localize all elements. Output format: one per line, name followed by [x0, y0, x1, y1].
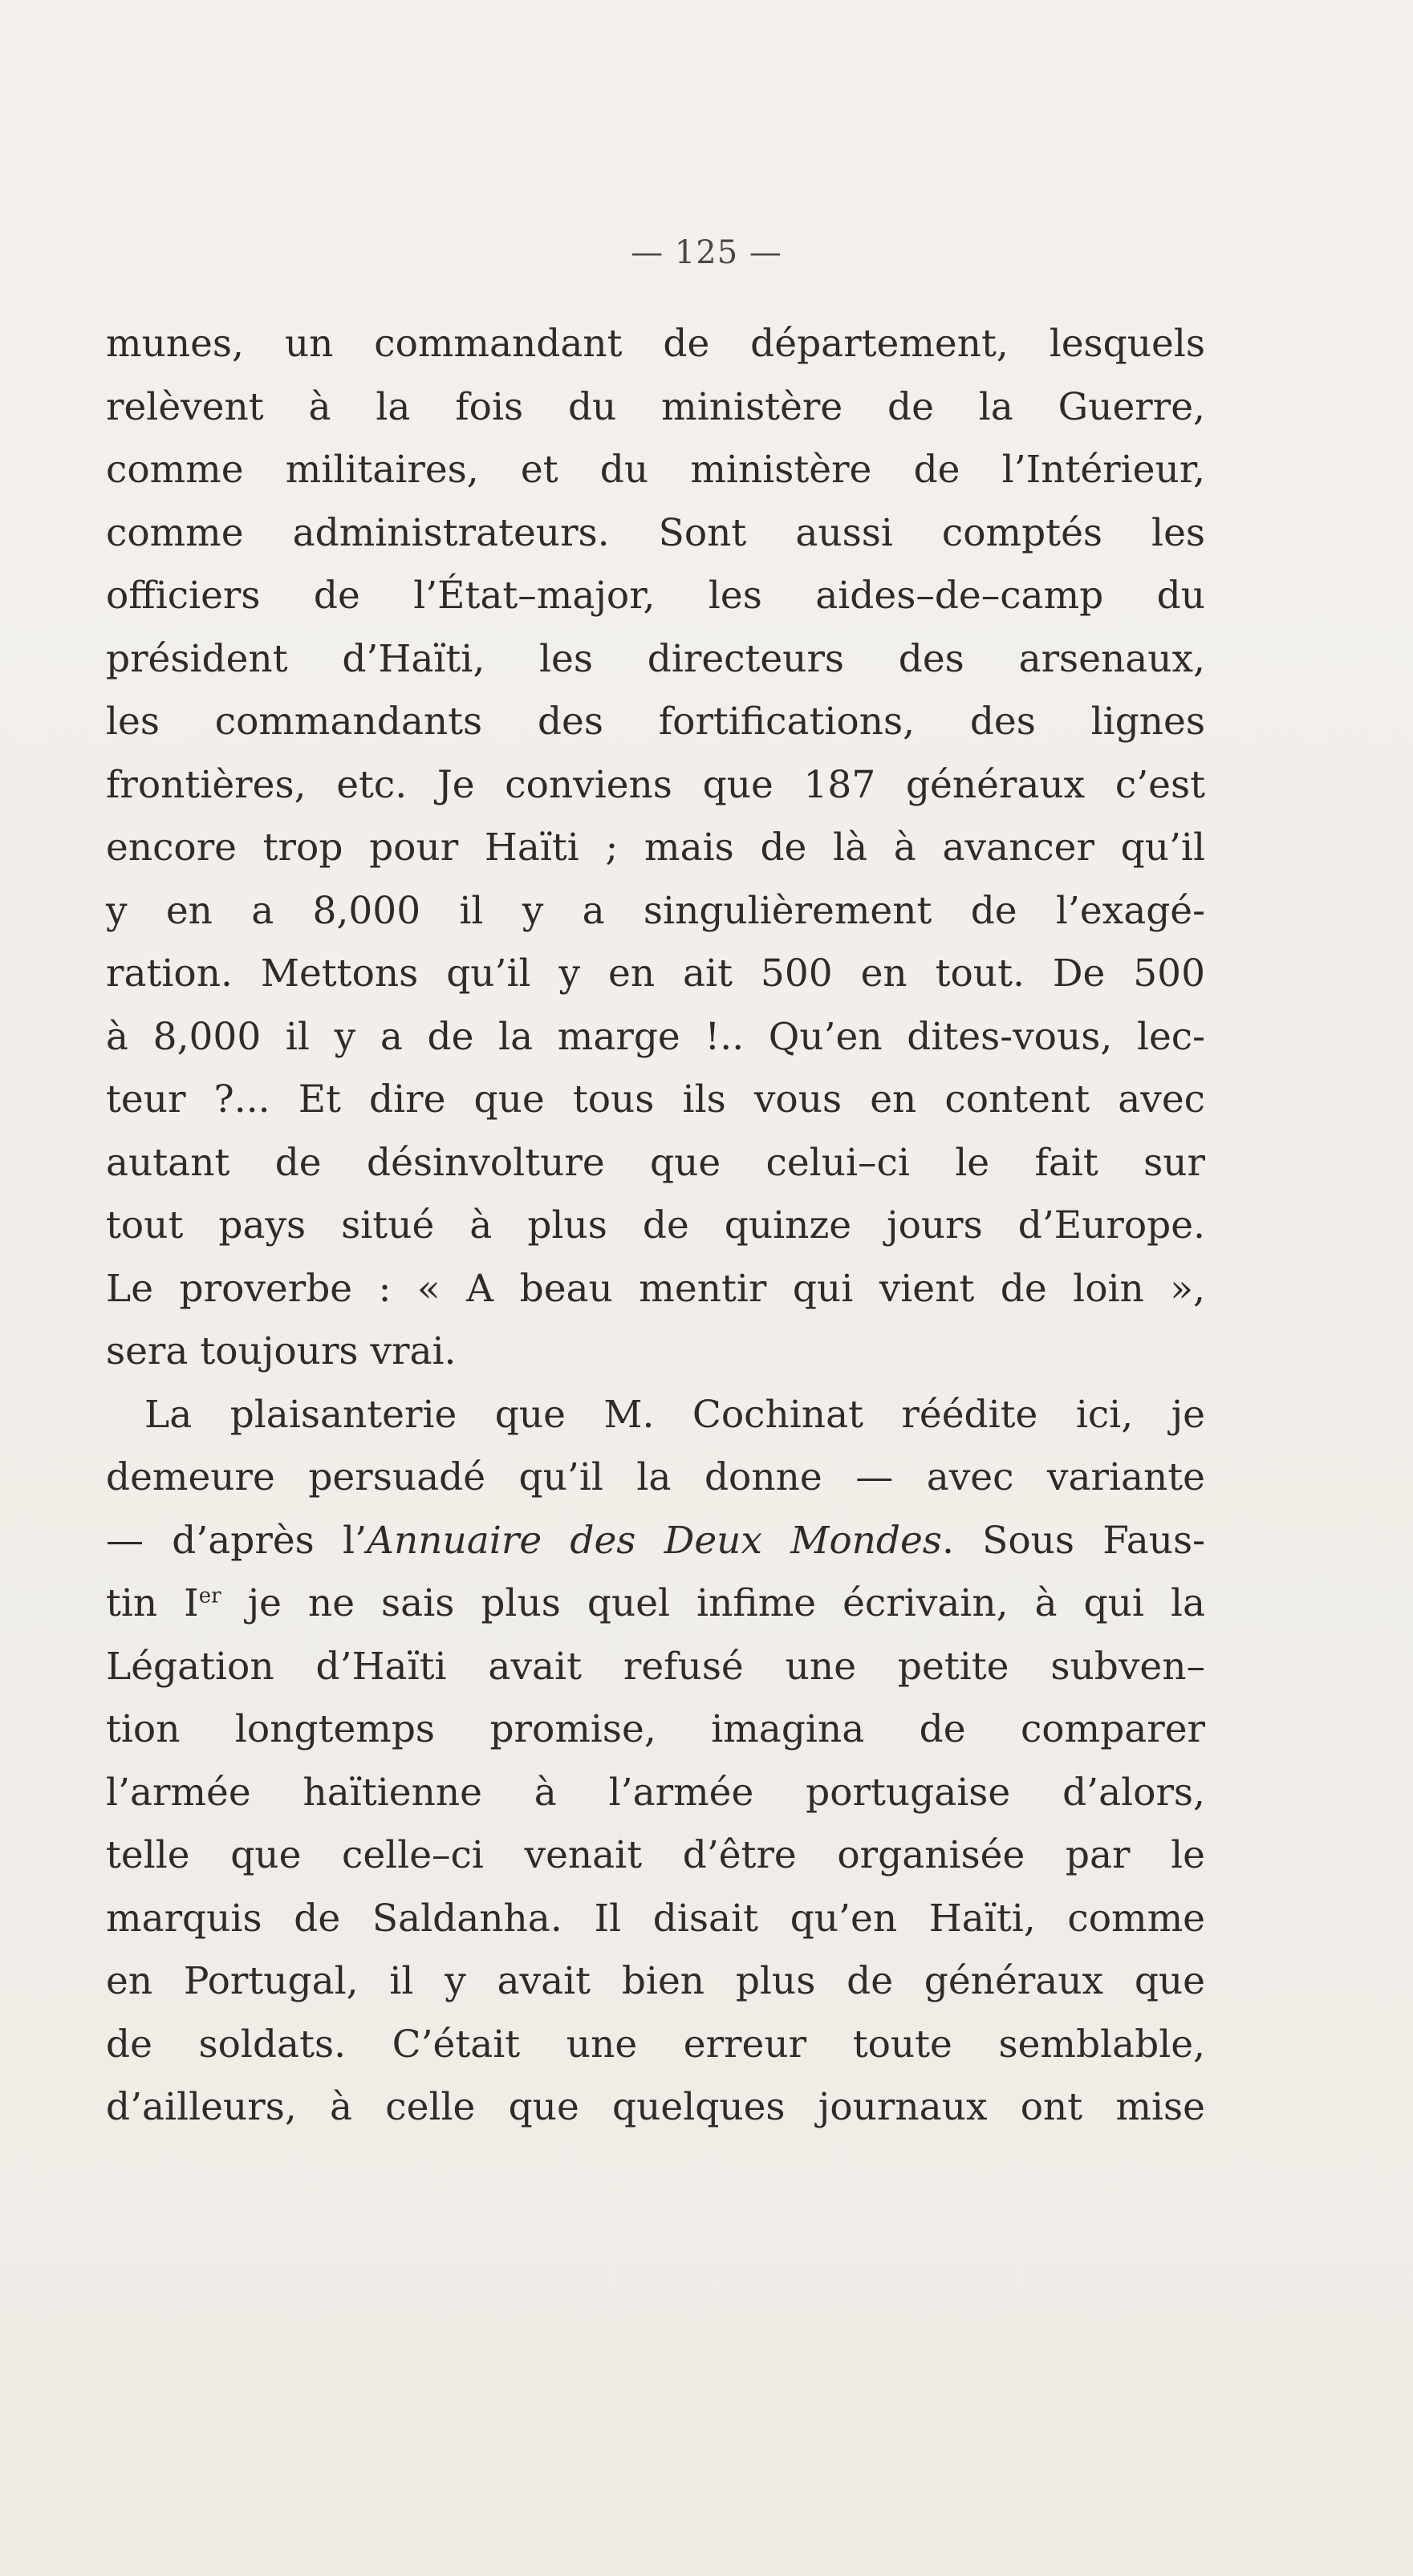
text-line: Légation d’Haïti avait refusé une petite subven– [106, 1644, 1205, 1689]
text-fragment: je ne sais plus quel infime écrivain, à qui la [221, 1581, 1205, 1625]
text-line: comme administrateurs. Sont aussi comptés les [106, 510, 1205, 555]
paragraph-start-line: La plaisanterie que M. Cochinat réédite ici, je [144, 1392, 1205, 1437]
text-fragment: tin I [106, 1581, 199, 1625]
text-line: y en a 8,000 il y a singulièrement de l’exagé- [106, 888, 1205, 933]
text-line: telle que celle–ci venait d’être organisée par le [106, 1833, 1205, 1877]
text-line: à 8,000 il y a de la marge !.. Qu’en dites-vous, lec- [106, 1014, 1205, 1059]
text-line: en Portugal, il y avait bien plus de généraux que [106, 1959, 1205, 2003]
text-line: l’armée haïtienne à l’armée portugaise d’alors, [106, 1770, 1205, 1815]
text-line: demeure persuadé qu’il la donne — avec variante [106, 1455, 1205, 1499]
text-line: officiers de l’État–major, les aides–de–camp du [106, 574, 1205, 618]
text-fragment: . Sous Faus- [941, 1518, 1206, 1563]
ordinal-superscript: er [198, 1584, 221, 1608]
text-line: teur ?... Et dire que tous ils vous en content avec [106, 1077, 1205, 1122]
text-line: ration. Mettons qu’il y en ait 500 en tout. De 500 [106, 951, 1205, 996]
page-number: — 125 — [631, 234, 782, 271]
text-line: autant de désinvolture que celui–ci le fait sur [106, 1140, 1205, 1185]
text-line: frontières, etc. Je conviens que 187 généraux c’est [106, 762, 1205, 807]
book-title: Annuaire des Deux Mondes [367, 1518, 942, 1563]
text-line: les commandants des fortifications, des lignes [106, 700, 1205, 744]
text-fragment: — d’après l’ [106, 1518, 367, 1563]
text-line-with-title [106, 1510, 1205, 1573]
text-line: tion longtemps promise, imagina de comparer [106, 1707, 1205, 1751]
text-line: d’ailleurs, à celle que quelques journaux ont mise [106, 2085, 1205, 2129]
text-line: munes, un commandant de département, lesquels [106, 322, 1205, 366]
text-line: tout pays situé à plus de quinze jours d’Europe. [106, 1203, 1205, 1247]
text-line: sera toujours vrai. [106, 1329, 457, 1373]
text-line: de soldats. C’était une erreur toute semblable, [106, 2022, 1205, 2067]
text-line: Le proverbe : « A beau mentir qui vient de loin », [106, 1266, 1205, 1311]
text-line: président d’Haïti, les directeurs des arsenaux, [106, 636, 1205, 681]
text-line: comme militaires, et du ministère de l’Intérieur, [106, 448, 1205, 492]
text-line-with-ordinal [106, 1572, 1205, 1636]
body-text [106, 313, 1205, 2140]
text-line: marquis de Saldanha. Il disait qu’en Haïti, comme [106, 1896, 1205, 1941]
text-line: encore trop pour Haïti ; mais de là à avancer qu’il [106, 826, 1205, 870]
text-line: relèvent à la fois du ministère de la Guerre, [106, 384, 1205, 429]
